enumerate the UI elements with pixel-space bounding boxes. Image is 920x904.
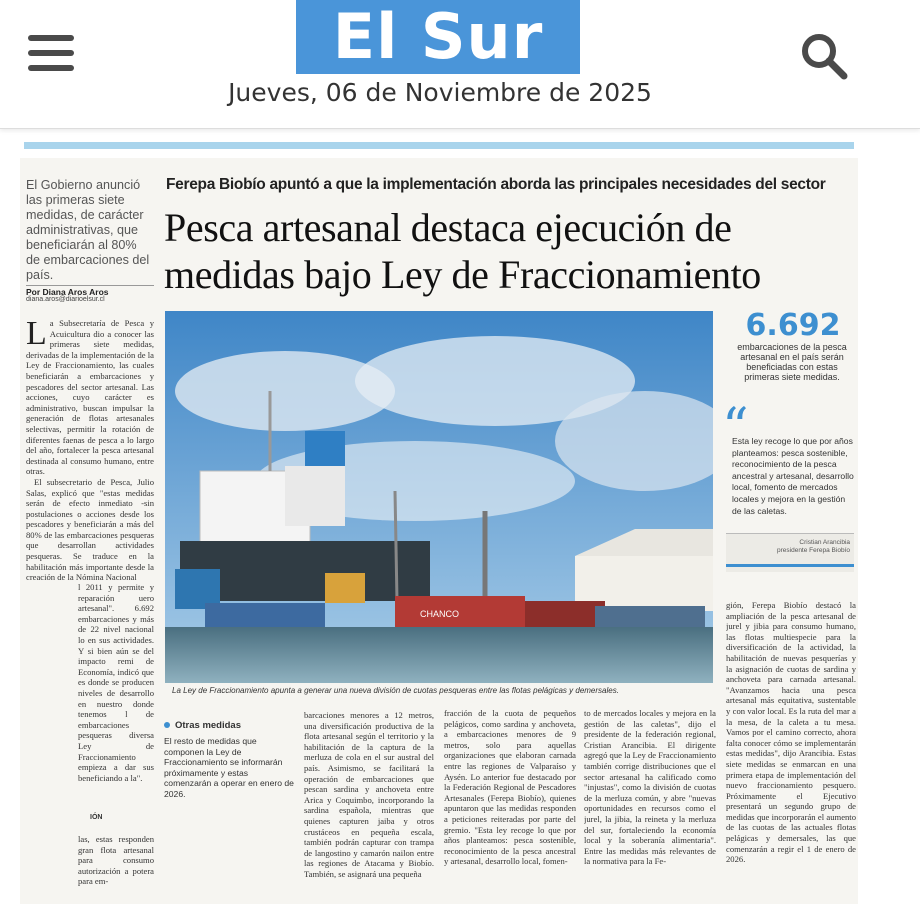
article-headline: Pesca artesanal destaca ejecución de medidas bajo Ley de Fraccionamiento — [164, 205, 761, 297]
article-column-1-end: las, estas responden gran flota artesanal para consumo autorización a potera para em- — [78, 834, 154, 887]
article-byline: Por Diana Aros Aros — [26, 285, 154, 297]
quote-accent-bar — [726, 564, 854, 567]
article-column-1 — [26, 318, 154, 583]
dropcap: L — [26, 318, 47, 352]
photo-caption: La Ley de Fraccionamiento apunta a generar una nueva división de cuotas pesqueras entre las flotas pelágicas y demersales. — [172, 686, 619, 695]
ship-name-label: CHANCO — [420, 609, 460, 619]
stat-description: embarcaciones de la pesca artesanal en el país serán beneficiadas con estas primeras siete medidas. — [737, 342, 847, 382]
column-1-paragraph-2: El subsecretario de Pesca, Julio Salas, explicó que "estas medidas serán de efecto inmediato -sin postulaciones o acciones desde los pescadores y beneficiarán a más del 80% de las embarcaciones pesqueras que desarrollan actividades pesqueras. Se traduce en la habilitación más importante desde la creación de la Nómina Nacional — [26, 476, 154, 583]
sidebar-title — [164, 720, 284, 731]
bullet-icon — [164, 722, 170, 728]
author-email: diana.aros@diarioelsur.cl — [26, 296, 105, 303]
article-column-3: fracción de la cuota de pequeños pelágicos, como sardina y anchoveta, a embarcaciones menores de 9 metros, solo para aquellas organizaciones que elaboran carnada entre las regiones de Valparaíso y Aysén. Lo anterior fue destacado por la Federación Regional de Pescadores Artesanales (Ferepa Biobío), quienes apuntaron que las medidas responden a peticiones reiteradas por parte del gremio. "Esta ley recoge lo que por años planteamos: pesca sostenible, reconocimiento de la pesca ancestral y artesanal, desarrollo local, fomen- — [444, 708, 576, 867]
article-lead: El Gobierno anunció las primeras siete medidas, de carácter administrativas, que beneficiarán al 80% de embarcaciones del país. — [26, 178, 150, 282]
article-column-1-continued: l 2011 y permite y reparación uero artesanal". 6.692 embarcaciones y más de 22 nivel nacional lo en sus actividades. Y si bien aún se del impacto remi de Economía, indicó que es donde se producen niveles de desarrollo en nuestro donde tenemos l de embarcaciones pesqueras diversa Ley de Fraccionamiento empieza a dar sus beneficiando a la". — [78, 582, 154, 783]
site-logo[interactable]: El Sur — [296, 0, 580, 74]
pull-quote: Esta ley recoge lo que por años planteamos: pesca sostenible, reconocimiento de la pesca ancestral y artesanal, desarrollo local, fomento de mercados locales y mejora en la gestión de las caletas. — [732, 436, 854, 516]
sidebar-title-text: Otras medidas — [175, 720, 241, 731]
quote-attribution — [732, 539, 850, 555]
quote-author-name: Cristian Arancibia — [799, 539, 850, 546]
app-header — [0, 0, 920, 129]
harbor-photo — [165, 311, 713, 683]
quote-mark-icon: “ — [722, 398, 749, 458]
section-label: IÓN — [90, 814, 103, 821]
search-icon[interactable] — [798, 30, 850, 82]
article-kicker: Ferepa Biobío apuntó a que la implementación aborda las principales necesidades del sector — [166, 176, 826, 193]
article-column-4: to de mercados locales y mejora en la gestión de las caletas", dijo el presidente de la federación regional, Cristian Arancibia. El dirigente agregó que la Ley de Fraccionamiento también corrige distribuciones que el sector artesanal ha calificado como "injustas", como la división de cuotas de la merluza común, y abre "nuevas oportunidades en recursos como el jurel, la jibia, la reineta y la merluza del sur, fortaleciendo la economía local y la soberanía alimentaria". Entre las medidas más relevantes de la normativa para la Fe- — [584, 708, 716, 867]
edition-date: Jueves, 06 de Noviembre de 2025 — [228, 78, 652, 107]
sidebar-text: El resto de medidas que componen la Ley de Fraccionamiento se informarán próximamente y estas comenzarán a operar en enero de 2026. — [164, 736, 294, 799]
quote-author-role: presidente Ferepa Biobío — [777, 547, 850, 554]
newspaper-page — [20, 158, 858, 904]
article-column-5: gión, Ferepa Biobío destacó la ampliación de la pesca artesanal de jurel y jibia para consumo humano, las flotas multiespecie para la diversificación de la actividad, la habilitación de nuevas pesquerías y la asignación de cuotas de sardina y anchoveta para carnada artesanal. "Avanzamos hacia una pesca artesanal más equitativa, sustentable y con valor local. Es la ruta del mar a la mesa, de la caleta a tu mesa. Vamos por el camino correcto, ahora falta conocer cómo se implementarán estas medidas", dijo Arancibia. Estas siete medidas se enmarcan en una primera etapa de implementación del nuevo fraccionamiento pesquero. Próximamente el Ejecutivo presentará un segundo grupo de medidas que incorporarán el aumento de las cuotas de las actuales flotas pelágicas y demersales, las que comenzarán a regir el 1 de enero de 2026. — [726, 600, 856, 865]
divider-bar — [24, 142, 854, 149]
column-1-paragraph-1: a Subsecretaría de Pesca y Acuicultura dio a conocer las primeras siete medidas, derivadas de la implementación de la Ley de Fraccionamiento, las cuales beneficiarán a embarcaciones y pescadores del sector artesanal. Las acciones, cuyo carácter es administrativo, buscan impulsar la generación de flotas artesanales selectivas, permitir la rotación de diferentes faenas de pesca a lo largo del año, fortalecer la pesca artesanal destinada al consumo humano, entre otras. — [26, 318, 154, 477]
hamburger-menu-icon[interactable] — [28, 33, 74, 73]
article-column-2: barcaciones menores a 12 metros, una diversificación productiva de la flota artesanal según el territorio y la habilitación de la captura de la merluza de cola en el sur austral del país. Asimismo, se facilitará la operación de embarcaciones que pescan sardina y anchoveta entre Arica y Coquimbo, incorporando la sardina española, mientras que quienes capturen jaiba y otros crustáceos en pequeña escala, también podrán capturar con trampa de langostino y camarón nailon entre las regiones de Atacama y Biobío. También, se asignará una pequeña — [304, 710, 434, 879]
stat-number: 6.692 — [745, 308, 841, 343]
